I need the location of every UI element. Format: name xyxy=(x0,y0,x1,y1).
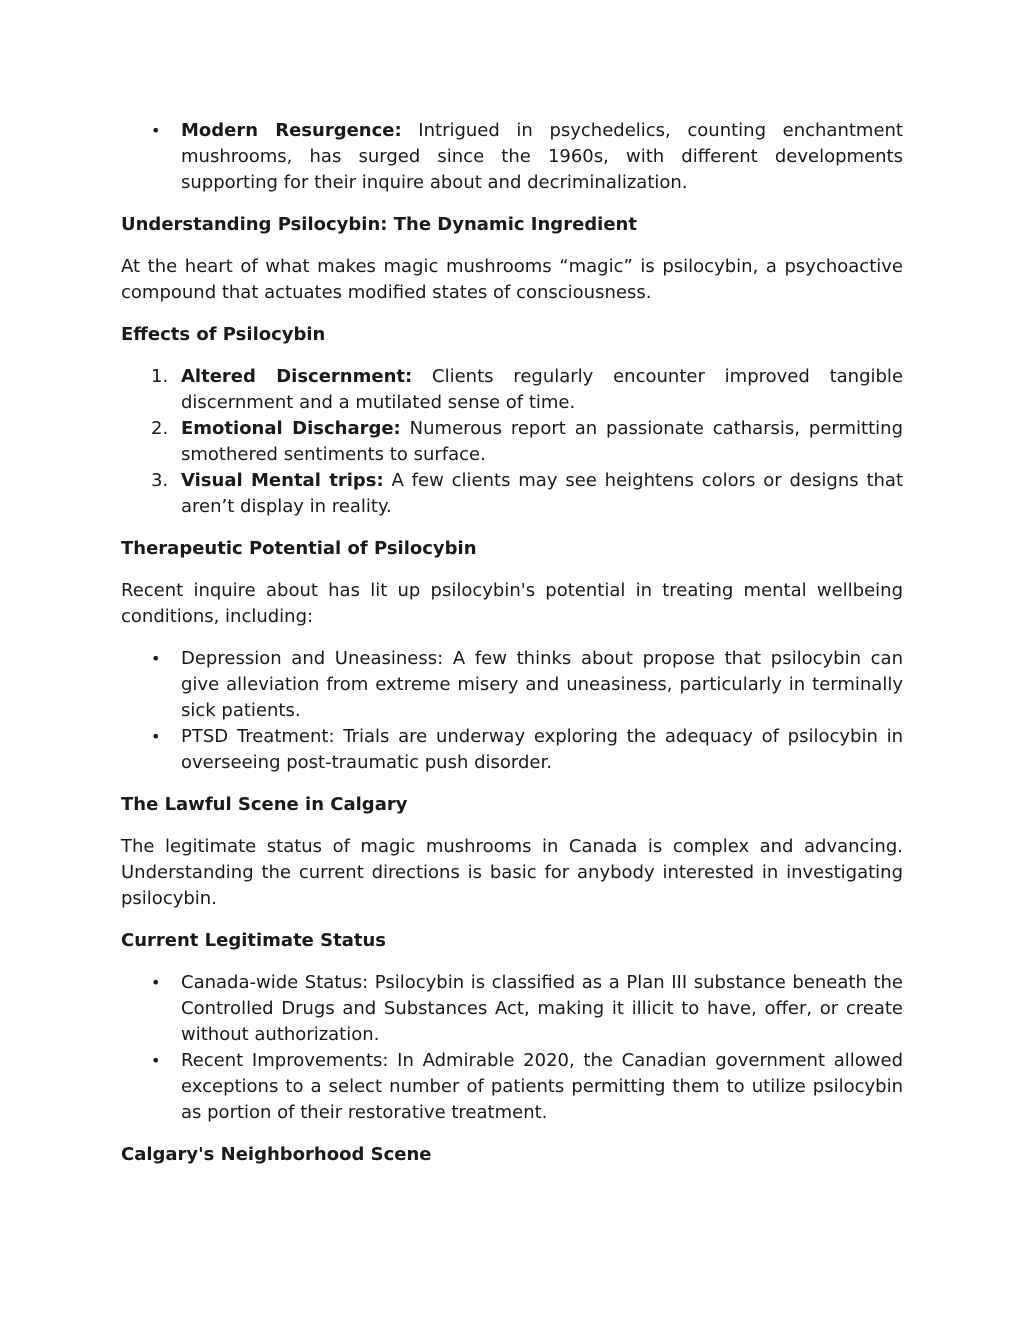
list-item xyxy=(121,364,903,416)
section-heading: Current Legitimate Status xyxy=(121,930,387,951)
document-page xyxy=(121,118,903,1168)
section-heading: The Lawful Scene in Calgary xyxy=(121,794,408,815)
list-item-term: Visual Mental trips: xyxy=(181,470,384,491)
list-item-text: Intrigued in psychedelics, counting enchantment mushrooms, has surged since the 1960s, with different developments supporting for their inquire about and decriminalization. xyxy=(181,120,903,193)
section-heading: Understanding Psilocybin: The Dynamic Ingredient xyxy=(121,214,637,235)
intro-bullet-list xyxy=(121,118,903,196)
section-heading: Therapeutic Potential of Psilocybin xyxy=(121,538,477,559)
section-heading: Calgary's Neighborhood Scene xyxy=(121,1144,432,1165)
list-item-term: Altered Discernment: xyxy=(181,366,413,387)
list-item: • Depression and Uneasiness: A few thinks about propose that psilocybin can give alleviation from extreme misery and uneasiness, particularly in terminally sick patients. xyxy=(121,646,903,724)
list-item: • Canada-wide Status: Psilocybin is classified as a Plan III substance beneath the Controlled Drugs and Substances Act, making it illicit to have, offer, or create without authorization. xyxy=(121,970,903,1048)
list-item: • Recent Improvements: In Admirable 2020, the Canadian government allowed exceptions to a select number of patients permitting them to utilize psilocybin as portion of their restorative treatment. xyxy=(121,1048,903,1126)
paragraph: The legitimate status of magic mushrooms in Canada is complex and advancing. Understanding the current directions is basic for anybody interested in investigating psilocybin. xyxy=(121,836,903,909)
list-item-text: Clients regularly encounter improved tangible discernment and a mutilated sense of time. xyxy=(181,366,904,413)
list-item-text: A few clients may see heightens colors or designs that aren’t display in reality. xyxy=(181,470,903,517)
list-item xyxy=(121,468,903,520)
legal-status-bullet-list xyxy=(121,970,903,1126)
list-number: 2. xyxy=(151,418,169,439)
list-item-term: Modern Resurgence: xyxy=(181,120,402,141)
list-number: 1. xyxy=(151,366,169,387)
list-item xyxy=(121,416,903,468)
paragraph: At the heart of what makes magic mushrooms “magic” is psilocybin, a psychoactive compound that actuates modified states of consciousness. xyxy=(121,256,903,303)
list-item xyxy=(121,118,903,196)
list-item-text: Numerous report an passionate catharsis, permitting smothered sentiments to surface. xyxy=(181,418,903,465)
list-number: 3. xyxy=(151,470,169,491)
paragraph: Recent inquire about has lit up psilocybin's potential in treating mental wellbeing conditions, including: xyxy=(121,580,903,627)
therapeutic-bullet-list xyxy=(121,646,903,776)
effects-numbered-list xyxy=(121,364,903,520)
list-item-term: Emotional Discharge: xyxy=(181,418,401,439)
section-heading: Effects of Psilocybin xyxy=(121,324,326,345)
list-item: • PTSD Treatment: Trials are underway exploring the adequacy of psilocybin in overseeing post-traumatic push disorder. xyxy=(121,724,903,776)
